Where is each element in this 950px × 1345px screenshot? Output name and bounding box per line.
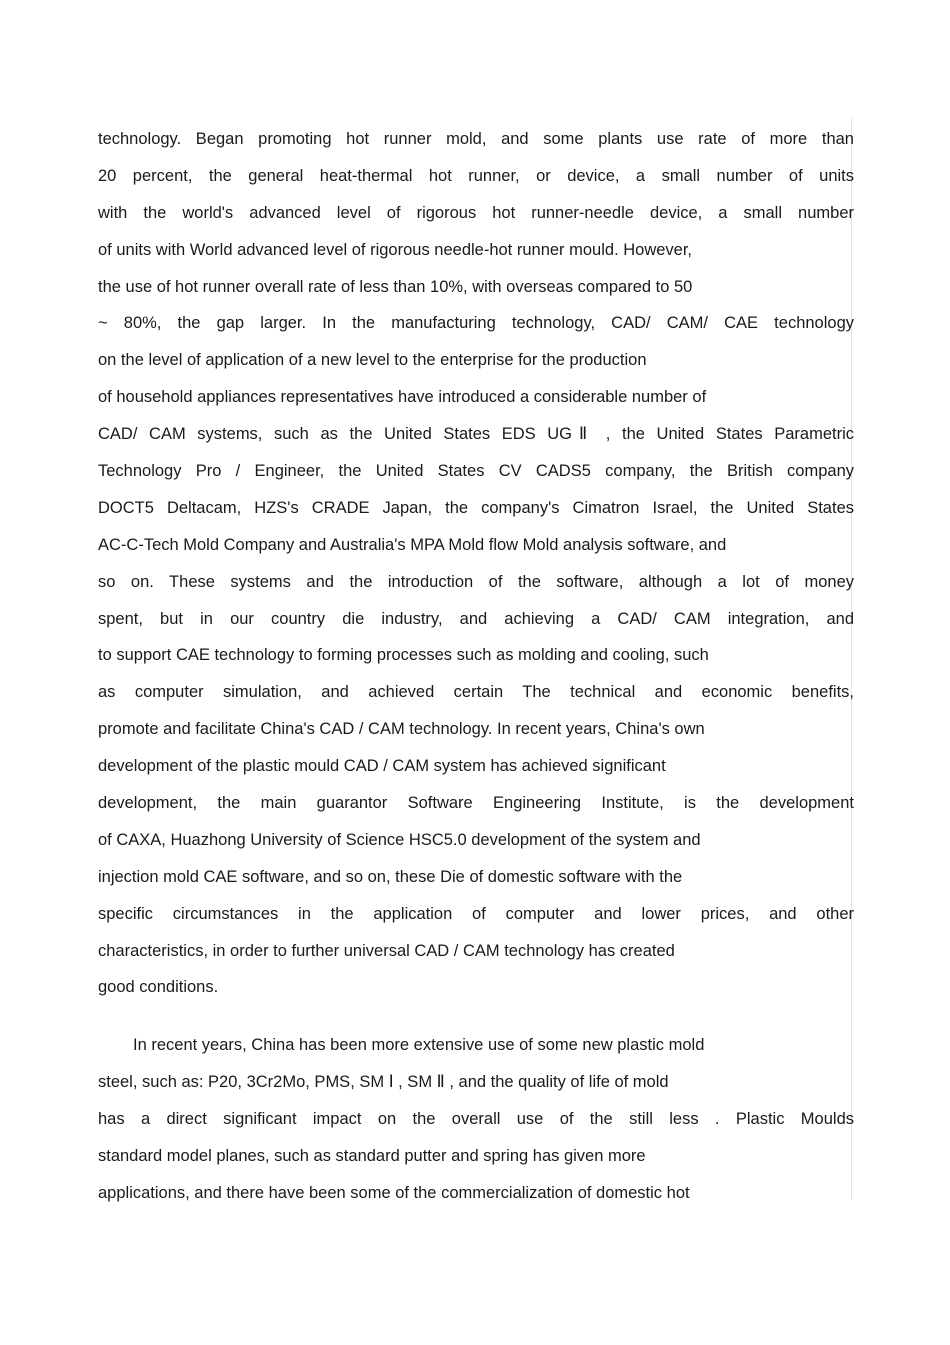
text-line: DOCT5 Deltacam, HZS's CRADE Japan, the company's Cimatron Israel, the United States — [98, 498, 854, 517]
text-line: of CAXA, Huazhong University of Science HSC5.0 development of the system and — [98, 830, 701, 849]
text-line: ~ 80%, the gap larger. In the manufacturing technology, CAD/ CAM/ CAE technology — [98, 314, 854, 333]
paragraph-1 — [98, 126, 854, 1011]
paragraph-2 — [98, 1032, 854, 1216]
text-line: In recent years, China has been more extensive use of some new plastic mold — [133, 1036, 705, 1054]
text-line: has a direct significant impact on the overall use of the still less . Plastic Moulds — [98, 1109, 854, 1128]
text-line: with the world's advanced level of rigorous hot runner-needle device, a small number — [98, 203, 854, 222]
text-line: specific circumstances in the application of computer and lower prices, and other — [98, 904, 854, 923]
text-line: of household appliances representatives have introduced a considerable number of — [98, 388, 707, 407]
text-line: promote and facilitate China's CAD / CAM technology. In recent years, China's own — [98, 720, 705, 739]
text-line: 20 percent, the general heat-thermal hot runner, or device, a small number of units — [98, 166, 854, 185]
text-line: development, the main guarantor Software Engineering Institute, is the development — [98, 794, 854, 813]
text-line: AC-C-Tech Mold Company and Australia's MPA Mold flow Mold analysis software, and — [98, 535, 727, 554]
text-line: standard model planes, such as standard putter and spring has given more — [98, 1146, 646, 1165]
text-line: to support CAE technology to forming processes such as molding and cooling, such — [98, 646, 709, 665]
text-line: Technology Pro / Engineer, the United States CV CADS5 company, the British company — [98, 462, 854, 481]
text-line: spent, but in our country die industry, and achieving a CAD/ CAM integration, and — [98, 609, 854, 628]
text-line: as computer simulation, and achieved certain The technical and economic benefits, — [98, 683, 854, 702]
text-line: development of the plastic mould CAD / CAM system has achieved significant — [98, 757, 666, 776]
text-line: the use of hot runner overall rate of less than 10%, with overseas compared to 50 — [98, 277, 693, 296]
text-line: good conditions. — [98, 978, 219, 997]
text-line: on the level of application of a new level to the enterprise for the production — [98, 351, 647, 370]
text-line: steel, such as: P20, 3Cr2Mo, PMS, SM Ⅰ , SM Ⅱ , and the quality of life of mold — [98, 1072, 669, 1091]
text-line: injection mold CAE software, and so on, these Die of domestic software with the — [98, 867, 683, 886]
text-line: so on. These systems and the introduction of the software, although a lot of money — [98, 572, 854, 591]
text-line: applications, and there have been some of the commercialization of domestic hot — [98, 1183, 690, 1202]
text-line: of units with World advanced level of rigorous needle-hot runner mould. However, — [98, 240, 693, 259]
text-line: CAD/ CAM systems, such as the United States EDS UGⅡ , the United States Parametric — [98, 425, 854, 444]
text-line: technology. Began promoting hot runner mold, and some plants use rate of more than — [98, 130, 854, 148]
text-line: characteristics, in order to further universal CAD / CAM technology has created — [98, 941, 675, 960]
